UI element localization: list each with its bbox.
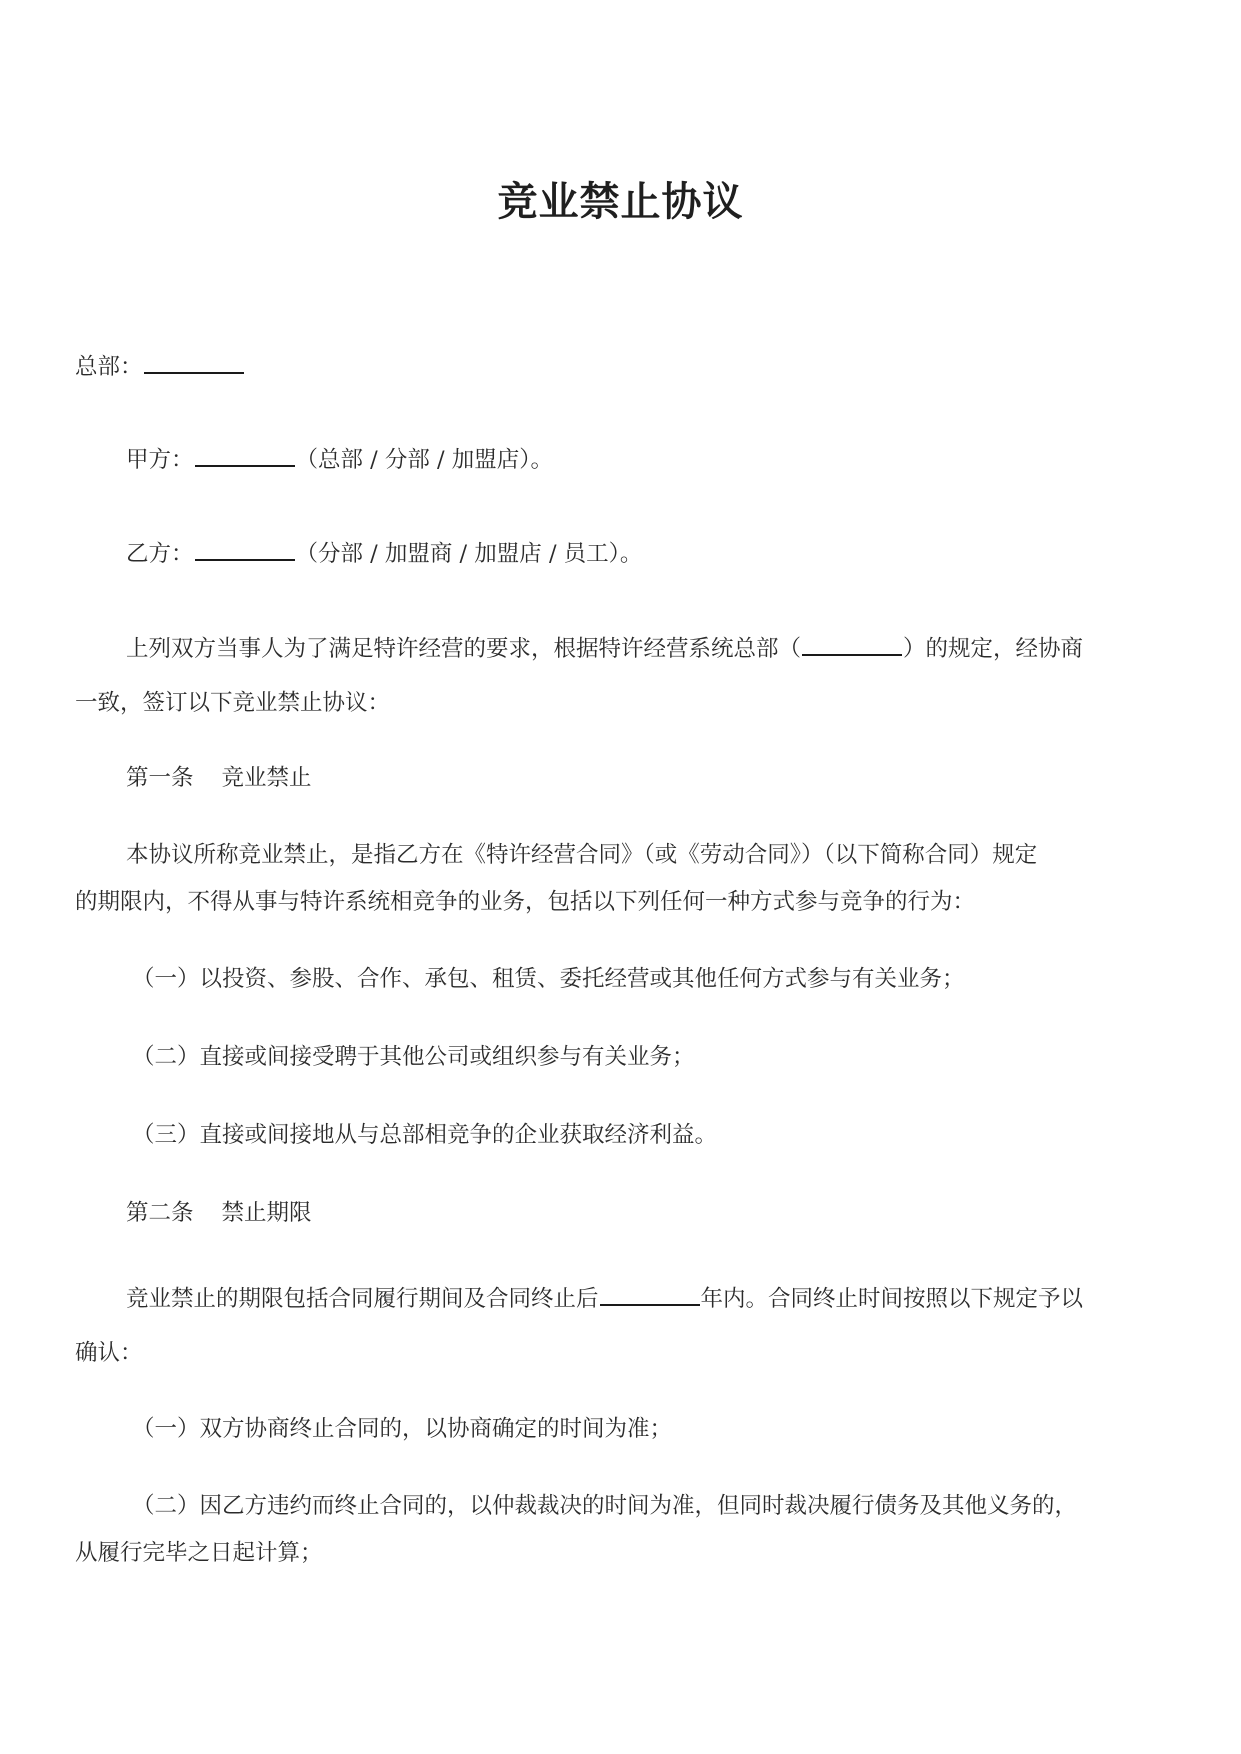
article-2-heading bbox=[126, 1198, 1176, 1228]
article-2-item-2-line-2: 从履行完毕之日起计算； bbox=[75, 1540, 323, 1566]
preamble-text-b: ）的规定，经协商 bbox=[903, 636, 1084, 662]
party-a-line bbox=[126, 445, 1176, 475]
hq-label: 总部： bbox=[75, 354, 143, 380]
party-b-note: （分部 / 加盟商 / 加盟店 / 员工）。 bbox=[295, 541, 643, 567]
article-2-years-blank[interactable] bbox=[600, 1286, 700, 1306]
article-2-item-2-line-1: （二）因乙方违约而终止合同的，以仲裁裁决的时间为准，但同时裁决履行债务及其他义务的， bbox=[132, 1493, 1078, 1519]
preamble-line-2: 一致，签订以下竞业禁止协议： bbox=[75, 690, 391, 716]
article-1-para-line-1: 本协议所称竞业禁止，是指乙方在《特许经营合同》（或《劳动合同》）（以下简称合同）规定 bbox=[126, 842, 1038, 868]
party-b-blank[interactable] bbox=[195, 541, 295, 561]
article-1-item-2: （二）直接或间接受聘于其他公司或组织参与有关业务； bbox=[132, 1044, 695, 1070]
preamble-line-1 bbox=[126, 634, 1176, 664]
article-2-text-b: 年内。合同终止时间按照以下规定予以 bbox=[700, 1286, 1084, 1312]
article-1-item-3: （三）直接或间接地从与总部相竞争的企业获取经济利益。 bbox=[132, 1122, 718, 1148]
article-1-heading bbox=[126, 763, 1176, 793]
article-2-para-line-2: 确认： bbox=[75, 1340, 143, 1366]
party-b-line bbox=[126, 539, 1176, 569]
article-2-para-line-1 bbox=[126, 1284, 1176, 1314]
hq-line bbox=[75, 352, 1175, 382]
article-1-para-line-2: 的期限内，不得从事与特许系统相竞争的业务，包括以下列任何一种方式参与竞争的行为： bbox=[75, 889, 976, 915]
party-a-blank[interactable] bbox=[195, 447, 295, 467]
article-2-item-1: （一）双方协商终止合同的，以协商确定的时间为准； bbox=[132, 1416, 673, 1442]
article-2-number: 第二条 bbox=[126, 1200, 194, 1226]
hq-blank[interactable] bbox=[144, 354, 244, 374]
article-2-title: 禁止期限 bbox=[221, 1200, 312, 1226]
party-a-label: 甲方： bbox=[126, 447, 194, 473]
party-a-note: （总部 / 分部 / 加盟店）。 bbox=[295, 447, 554, 473]
article-1-item-1: （一）以投资、参股、合作、承包、租赁、委托经营或其他任何方式参与有关业务； bbox=[132, 966, 965, 992]
article-1-title: 竞业禁止 bbox=[221, 765, 312, 791]
article-1-number: 第一条 bbox=[126, 765, 194, 791]
preamble-blank[interactable] bbox=[802, 636, 902, 656]
party-b-label: 乙方： bbox=[126, 541, 194, 567]
preamble-text-a: 上列双方当事人为了满足特许经营的要求，根据特许经营系统总部（ bbox=[126, 636, 802, 662]
article-2-text-a: 竞业禁止的期限包括合同履行期间及合同终止后 bbox=[126, 1286, 599, 1312]
document-title: 竞业禁止协议 bbox=[497, 178, 744, 225]
